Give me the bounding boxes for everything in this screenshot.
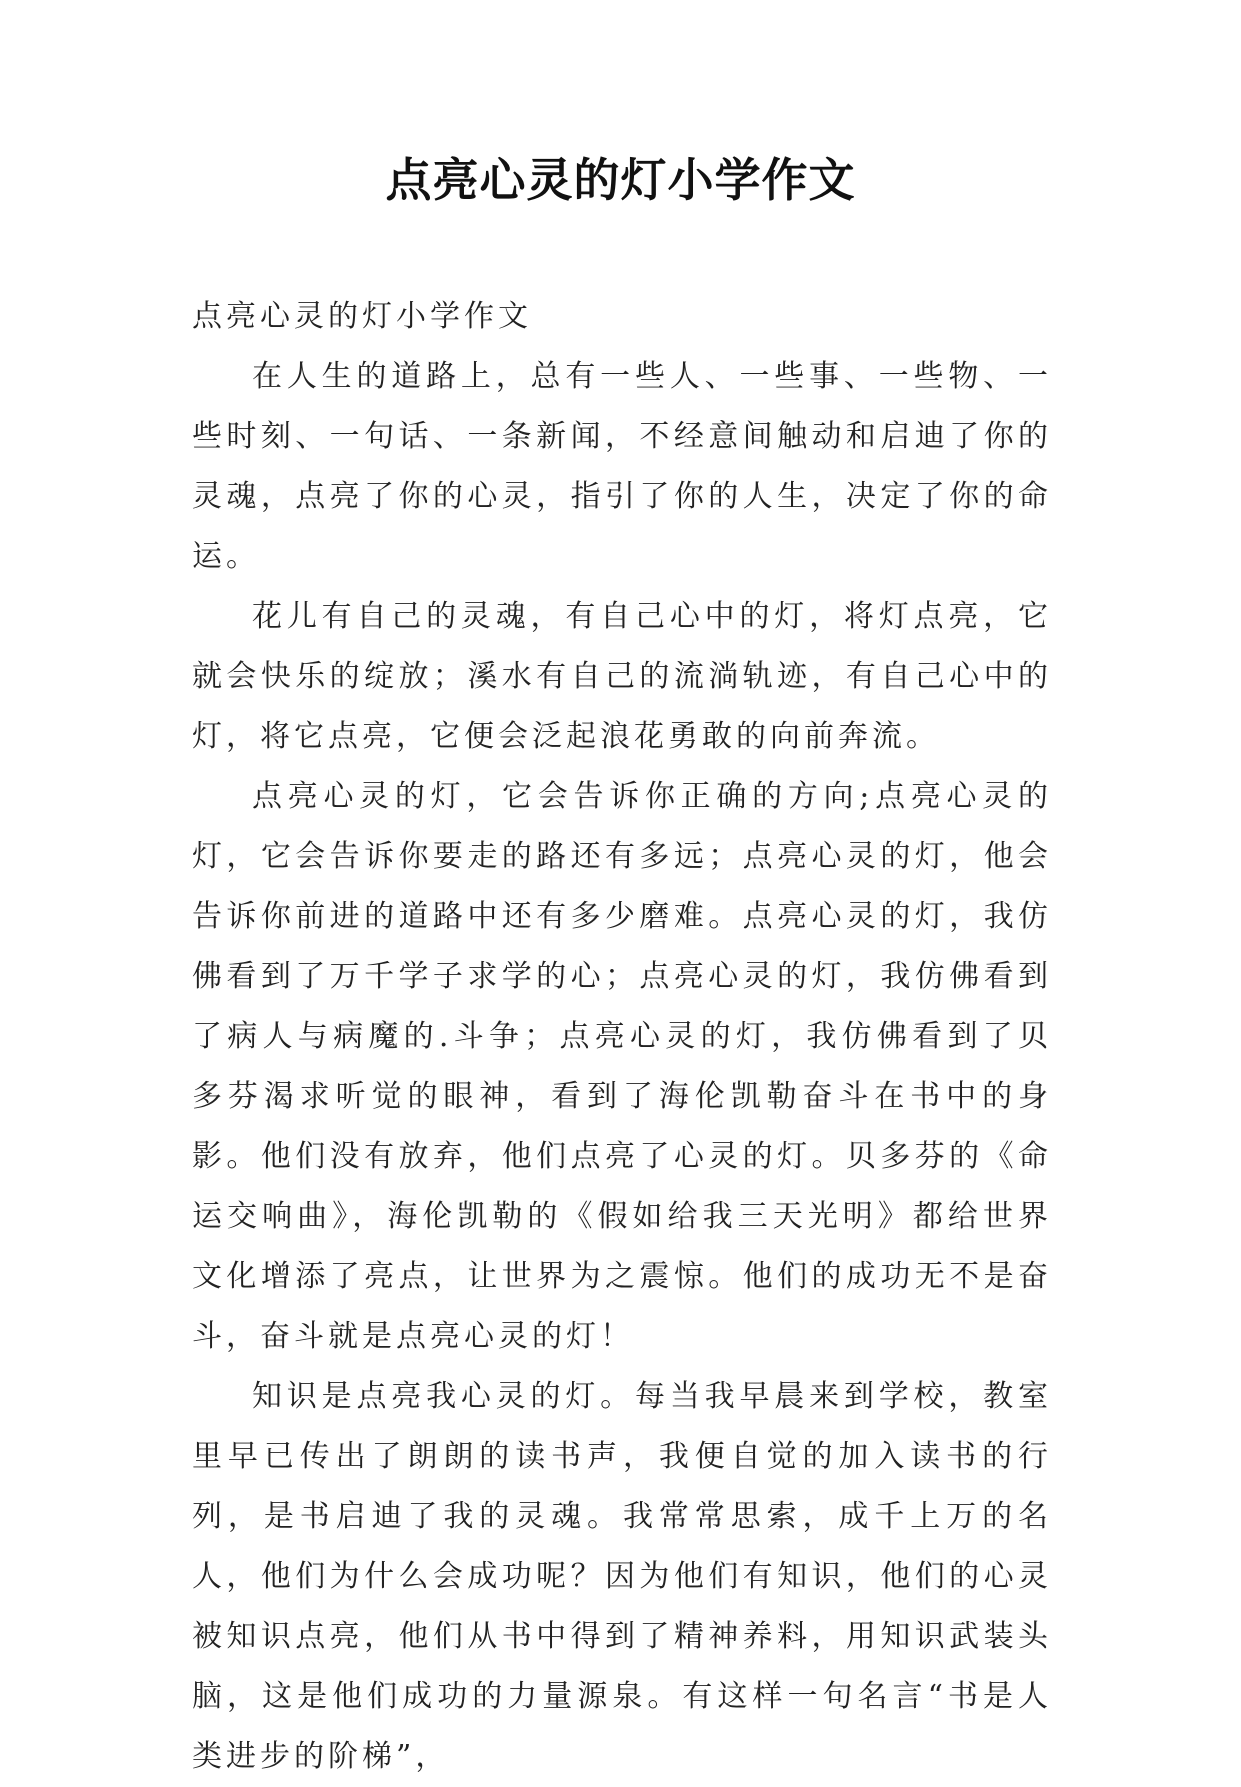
paragraph-4: 知识是点亮我心灵的灯。每当我早晨来到学校，教室里早已传出了朗朗的读书声，我便自觉的加入读书的行列，是书启迪了我的灵魂。我常常思索，成千上万的名人，他们为什么会成功呢？因为他们有知识，他们的心灵被知识点亮，他们从书中得到了精神养料，用知识武装头脑，这是他们成功的力量源泉。有这样一句名言“书是人类进步的阶梯”， — [192, 1379, 1052, 1774]
paragraph-3: 点亮心灵的灯，它会告诉你正确的方向;点亮心灵的灯，它会告诉你要走的路还有多远；点亮心灵的灯，他会告诉你前进的道路中还有多少磨难。点亮心灵的灯，我仿佛看到了万千学子求学的心；点亮心灵的灯，我仿佛看到了病人与病魔的.斗争；点亮心灵的灯，我仿佛看到了贝多芬渴求听觉的眼神，看到了海伦凯勒奋斗在书中的身影。他们没有放弃，他们点亮了心灵的灯。贝多芬的《命运交响曲》，海伦凯勒的《假如给我三天光明》都给世界文化增添了亮点，让世界为之震惊。他们的成功无不是奋斗，奋斗就是点亮心灵的灯！ — [192, 779, 1052, 1354]
paragraph-1: 在人生的道路上，总有一些人、一些事、一些物、一些时刻、一句话、一条新闻，不经意间触动和启迪了你的灵魂，点亮了你的心灵，指引了你的人生，决定了你的命运。 — [192, 359, 1052, 574]
document-subtitle: 点亮心灵的灯小学作文 — [192, 299, 532, 334]
document-body — [192, 287, 1052, 1787]
paragraph-2: 花儿有自己的灵魂，有自己心中的灯，将灯点亮，它就会快乐的绽放；溪水有自己的流淌轨迹，有自己心中的灯，将它点亮，它便会泛起浪花勇敢的向前奔流。 — [192, 599, 1052, 754]
document-title: 点亮心灵的灯小学作文 — [385, 153, 856, 207]
